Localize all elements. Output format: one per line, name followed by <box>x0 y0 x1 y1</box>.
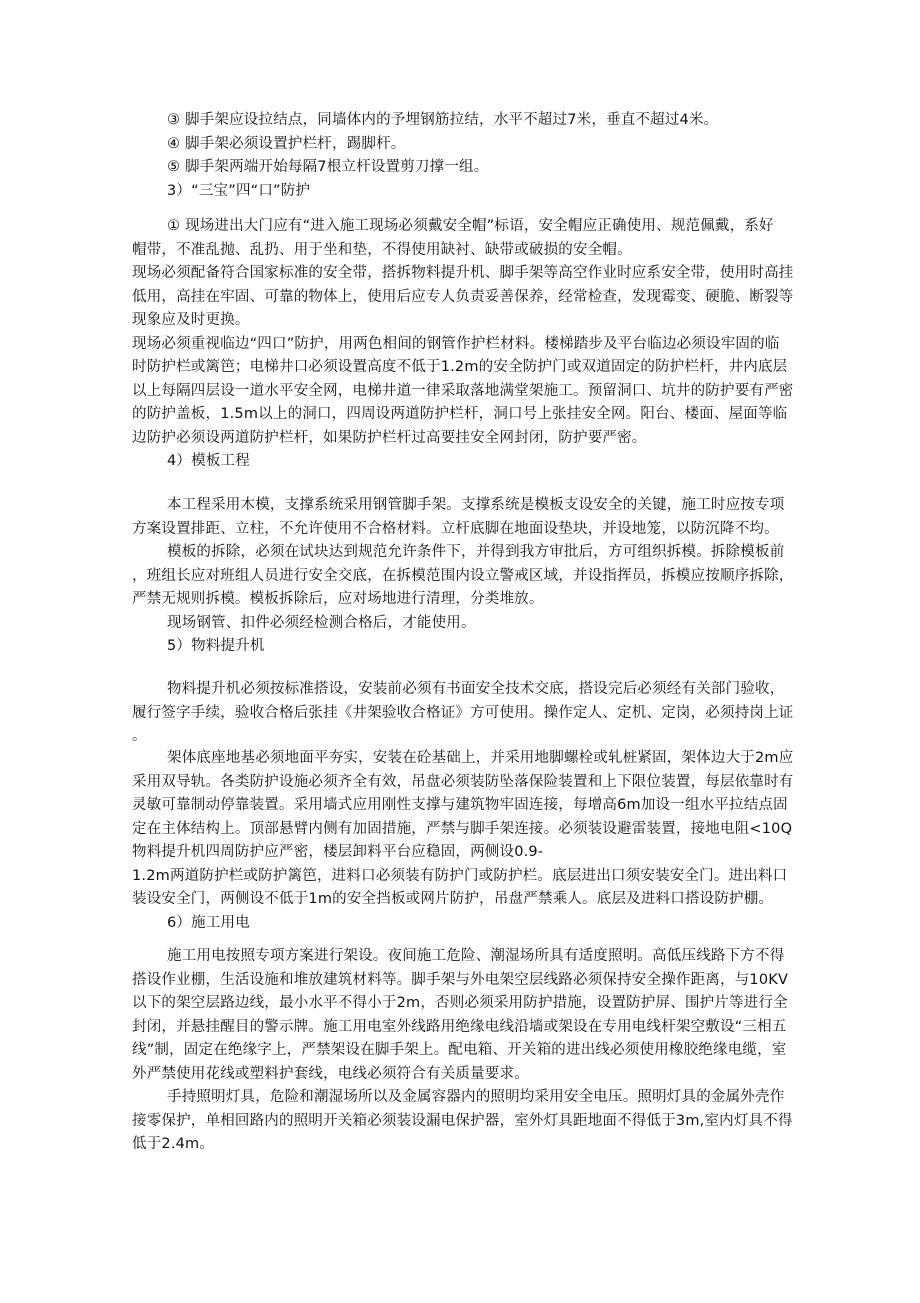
text-line: 低于2.4m。 <box>132 1136 215 1152</box>
text-line: 搭设作业棚，生活设施和堆放建筑材料等。脚手架与外电架空层线路必须保持安全操作距离，与10KV <box>132 971 789 988</box>
text-line: 物料提升机四周防护应严密，楼层卸料平台应稳固，两侧设0.9- <box>132 844 544 860</box>
text-line: ⑤ 脚手架两端开始每隔7根立杆设置剪刀撑一组。 <box>167 159 489 175</box>
text-line: 本工程采用木模，支撑系统采用钢管脚手架。支撑系统是模板支设安全的关键，施工时应按专项 <box>167 497 785 513</box>
text-line: 6）施工用电 <box>167 914 250 931</box>
text-line: 5）物料提升机 <box>167 638 265 654</box>
text-block-3 <box>132 678 802 749</box>
text-line: 物料提升机必须按标准搭设，安装前必须有书面安全技术交底，搭设完后必须经有关部门验收， <box>167 681 785 697</box>
text-line: ④ 脚手架必须设置护栏杆，踢脚杆。 <box>167 135 406 152</box>
text-line: ，班组长应对班组人员进行安全交底，在拆模范围内设立警戒区域，并设指挥员，拆模应按顺序拆除， <box>132 567 794 584</box>
text-line: 。 <box>132 728 147 744</box>
text-line: 方案设置排距、立柱，不允许使用不合格材料。立杆底脚在地面设垫块，并设地笼，以防沉降不均。 <box>132 520 779 537</box>
text-line: 模板的拆除，必须在试块达到规范允许条件下，并得到我方审批后，方可组织拆模。拆除模板前 <box>167 544 785 560</box>
text-block-4 <box>132 747 802 935</box>
text-line: 以下的架空层路边线，最小水平不得小于2m，否则必须采用防护措施，设置防护屏、围护片等进行全 <box>132 995 788 1011</box>
text-line: 灵敏可靠制动停靠装置。采用墙式应用刚性支撑与建筑物牢固连接，每增高6m加设一组水平拉结点固 <box>132 797 788 813</box>
text-line: 的防护盖板，1.5m以上的洞口，四周设两道防护栏杆，洞口号上张挂安全网。阳台、楼面、屋面等临 <box>132 406 788 422</box>
text-line: 4）模板工程 <box>167 453 250 469</box>
text-line: 手持照明灯具，危险和潮湿场所以及金属容器内的照明均采用安全电压。照明灯具的金属外壳作 <box>167 1089 785 1105</box>
text-line: 时防护栏或篱笆；电梯井口必须设置高度不低于1.2m的安全防护门或双道固定的防护栏杆，井内底层 <box>132 359 788 375</box>
text-line: 封闭，并悬挂醒目的警示牌。施工用电室外线路用绝缘电线沿墙或架设在专用电线杆架空敷设“三相五 <box>132 1018 787 1035</box>
text-line: 架体底座地基必须地面平夯实，安装在砼基础上，并采用地脚螺栓或轧桩紧固，架体边大于2m应 <box>167 750 794 766</box>
text-line: 定在主体结构上。顶部悬臂内侧有加固措施，严禁与脚手架连接。必须装设避雷装置，接地电阻<10Q <box>132 820 793 837</box>
text-line: 现场必须重视临边“四口”防护，用两色相间的钢管作护栏材料。楼梯踏步及平台临边必须设牢固的临 <box>132 335 780 352</box>
text-line: ③ 脚手架应设拉结点，同墙体内的予埋钢筋拉结，水平不超过7米，垂直不超过4米。 <box>167 112 719 128</box>
text-line: 装设安全门，两侧设不低于1m的安全挡板或网片防护，吊盘严禁乘人。底层及进料口搭设防护棚。 <box>132 891 774 907</box>
text-block-1 <box>132 215 802 474</box>
text-line: 以上每隔四层设一道水平安全网，电梯井道一律采取落地满堂架施工。预留洞口、坑井的防护要有严密 <box>132 382 794 399</box>
text-line: 现场钢管、扣件必须经检测合格后，才能使用。 <box>167 614 476 631</box>
text-line: 3）“三宝”四“口”防护 <box>167 182 311 199</box>
text-line: 接零保护，单相回路内的照明开关箱必须装设漏电保护器，室外灯具距地面不得低于3m,室内灯具不得 <box>132 1112 793 1129</box>
text-line: 严禁无规则拆模。模板拆除后，应对场地进行清理，分类堆放。 <box>132 591 544 607</box>
text-block-0 <box>132 109 802 203</box>
text-line: 低用，高挂在牢固、可靠的物体上，使用后应专人负责妥善保养，经常检查，发现霉变、硬脆、断裂等 <box>132 288 794 305</box>
text-line: 采用双导轨。各类防护设施必须齐全有效，吊盘必须装防坠落保险装置和上下限位装置，每层依靠时有 <box>132 773 794 790</box>
text-line: 1.2m两道防护栏或防护篱笆，进料口必须装有防护门或防护栏。底层进出口须安装安全门。进出料口 <box>132 867 788 884</box>
text-line: 施工用电按照专项方案进行架设。夜间施工危险、潮湿场所具有适度照明。高低压线路下方不得 <box>167 948 785 964</box>
text-line: 履行签字手续，验收合格后张挂《井架验收合格证》方可使用。操作定人、定机、定岗，必须持岗上证 <box>132 704 794 721</box>
text-line: 边防护必须设两道防护栏杆，如果防护栏杆过高要挂安全网封闭，防护要严密。 <box>132 429 647 446</box>
text-line: 线”制，固定在绝缘字上，严禁架设在脚手架上。配电箱、开关箱的进出线必须使用橡胶绝缘电缆，室 <box>132 1042 787 1058</box>
text-line: 现场必须配备符合国家标准的安全带，搭拆物料提升机、脚手架等高空作业时应系安全带，使用时高挂 <box>132 265 794 281</box>
text-block-5 <box>132 945 802 1157</box>
text-line: 帽带，不准乱抛、乱扔、用于坐和垫，不得使用缺衬、缺带或破损的安全帽。 <box>132 241 632 258</box>
text-line: 外严禁使用花线或塑料护套线，电线必须符合有关质量要求。 <box>132 1065 529 1082</box>
text-line: ① 现场进出大门应有“进入施工现场必须戴安全帽”标语，安全帽应正确使用、规范佩戴，系好 <box>167 218 774 234</box>
text-line: 现象应及时更换。 <box>132 312 250 328</box>
text-block-2 <box>132 494 802 659</box>
